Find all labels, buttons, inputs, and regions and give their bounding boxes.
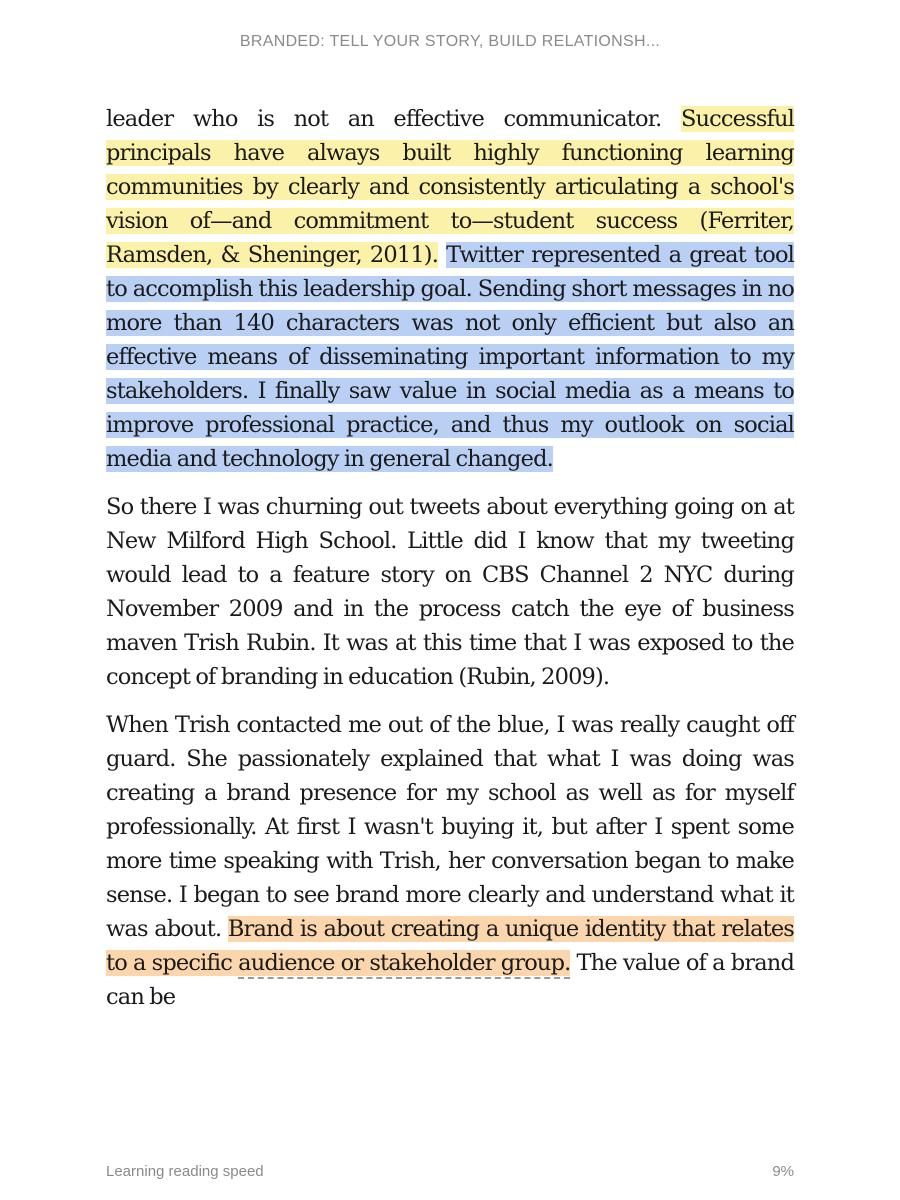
progress-percent: 9% xyxy=(772,1163,794,1180)
reading-speed-status: Learning reading speed xyxy=(106,1163,264,1180)
paragraph-1 xyxy=(106,102,794,476)
paragraph-2: So there I was churning out tweets about everything going on at New Milford High School. Little did I know that my tweeting would lead to a feature story on CBS Channel 2 NYC during November 2009 and in the process catch the eye of business maven Trish Rubin. It was at this time that I was exposed to the concept of branding in education (Rubin, 2009). xyxy=(106,494,794,690)
orange-highlight-with-note[interactable]: audience or stakeholder group. xyxy=(238,950,571,976)
book-title-header: BRANDED: TELL YOUR STORY, BUILD RELATIONSH... xyxy=(239,33,661,50)
paragraph-1-gap xyxy=(438,242,446,268)
page-text xyxy=(106,102,794,1014)
paragraph-3 xyxy=(106,708,794,1014)
paragraph-3-text: When Trish contacted me out of the blue, I was really caught off guard. She passionately explained that what I was doing was creating a brand presence for my school as well as for myself professionally. At first I wasn't buying it, but after I spent some more time speaking with Trish, her conversation began to make sense. I began to see brand more clearly and understand what it was about. xyxy=(106,712,794,942)
yellow-highlight[interactable]: Successful principals have always built highly functioning learning communities by clearly and consistently articulating a school's vision of—and commitment to—student success (Ferriter, Ramsden, & Sheninger, 2011). xyxy=(106,106,794,268)
paragraph-1-text: leader who is not an effective communicator. xyxy=(106,106,681,132)
paragraph-3-tail: The value of a brand can be xyxy=(106,950,794,1010)
blue-highlight[interactable]: Twitter represented a great tool to accomplish this leadership goal. Sending short messages in no more than 140 characters was not only efficient but also an effective means of disseminating important information to my stakeholders. I finally saw value in social media as a means to improve professional practice, and thus my outlook on social media and technology in general changed. xyxy=(106,242,794,472)
orange-highlight[interactable]: Brand is about creating a unique identity that relates to a specific xyxy=(106,916,794,976)
